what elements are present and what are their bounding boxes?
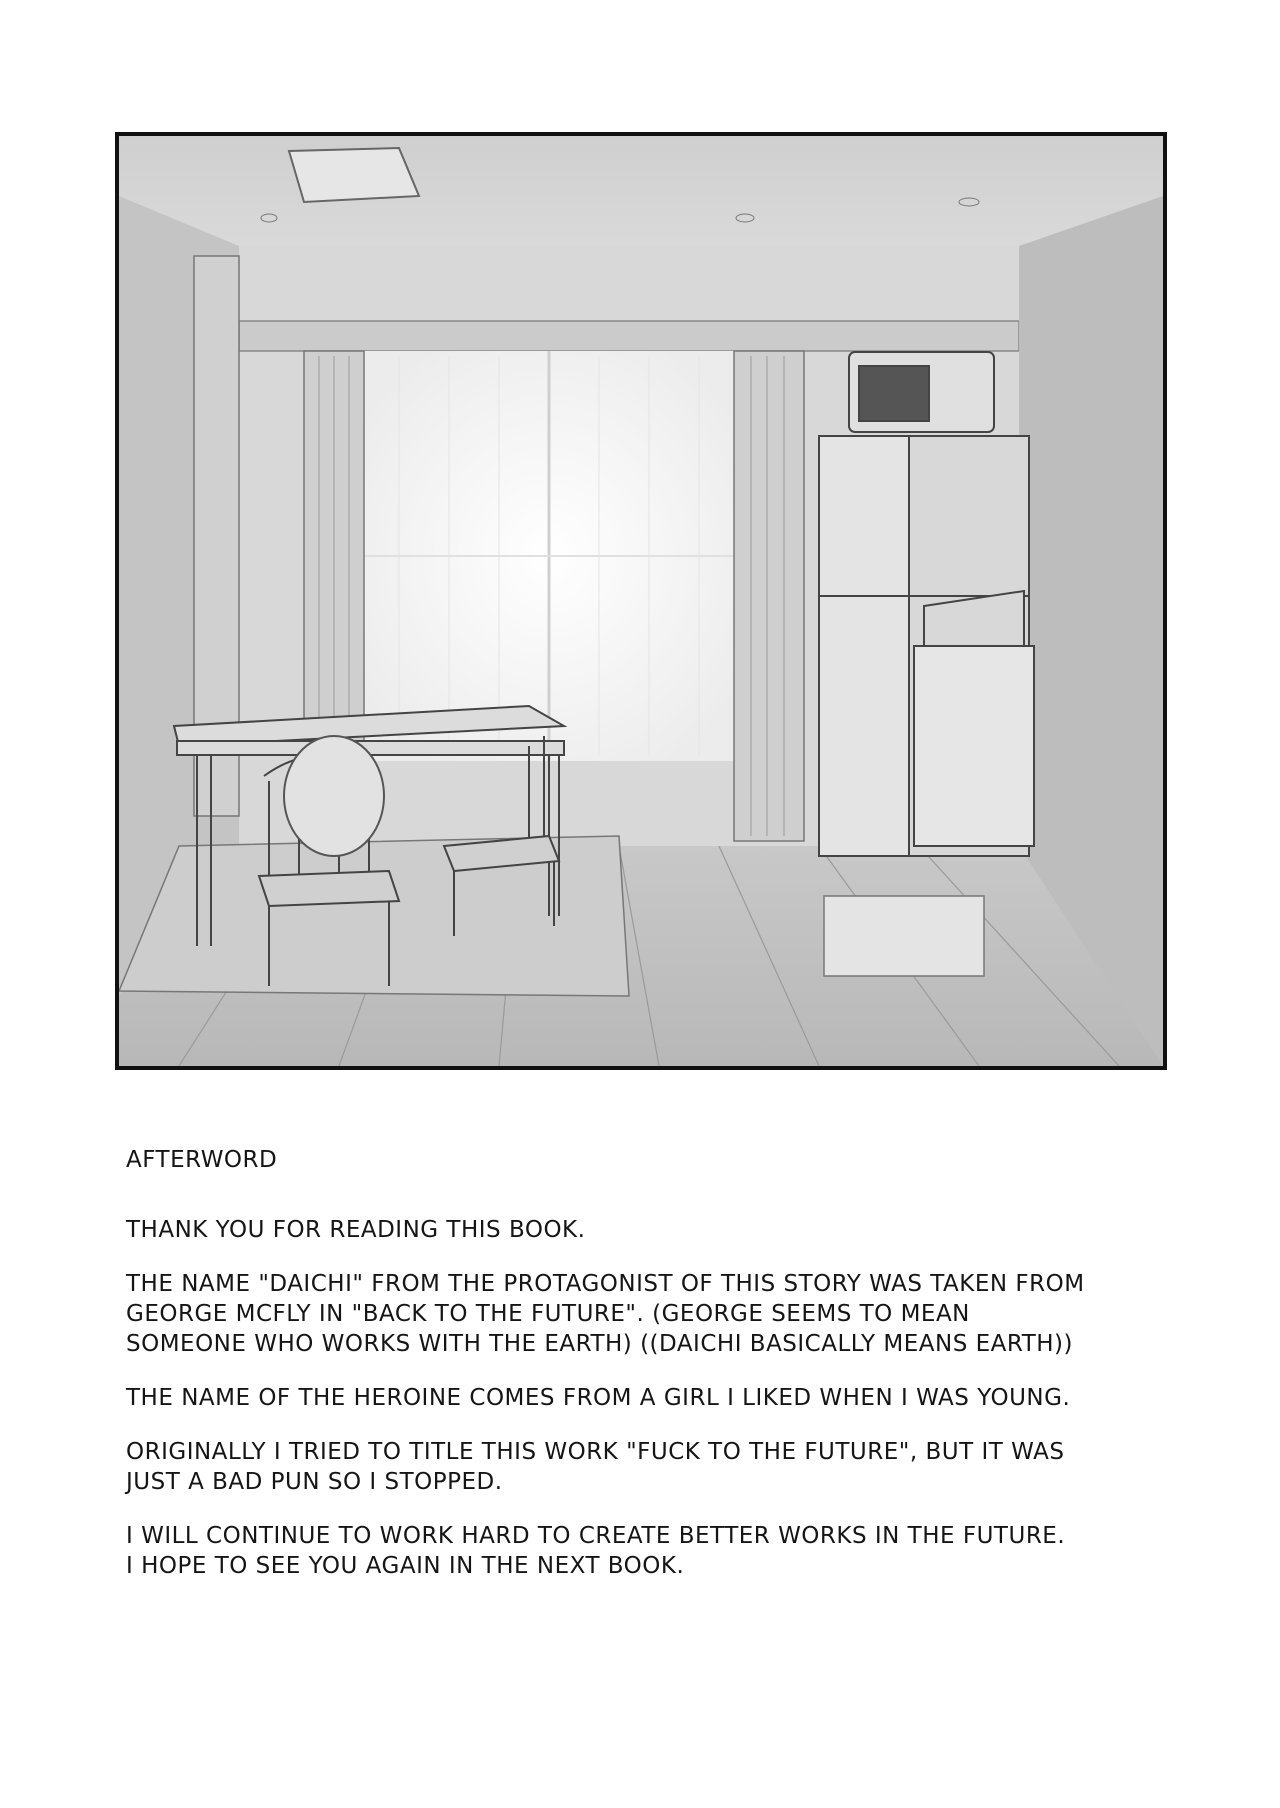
microwave (849, 352, 994, 432)
kitchen-counter (914, 591, 1034, 846)
afterword-paragraph: THE NAME OF THE HEROINE COMES FROM A GIRL I LIKED WHEN I WAS YOUNG. (126, 1385, 1071, 1411)
afterword-paragraph: THE NAME "DAICHI" FROM THE PROTAGONIST OF THIS STORY WAS TAKEN FROM GEORGE MCFLY IN "BACK TO THE FUTURE". (GEORGE SEEMS TO MEAN SOMEONE WHO WORKS WITH THE EARTH) ((DAICHI BASICALLY MEANS EARTH)) (126, 1271, 1085, 1357)
ceiling-beam (239, 321, 1019, 351)
comic-panel-illustration (115, 132, 1167, 1070)
ceiling-vent (289, 148, 419, 202)
afterword-paragraph: ORIGINALLY I TRIED TO TITLE THIS WORK "FUCK TO THE FUTURE", BUT IT WAS JUST A BAD PUN SO I STOPPED. (126, 1439, 1065, 1495)
afterword-text (126, 1145, 1176, 1605)
cushion (284, 736, 384, 856)
room-illustration (119, 136, 1163, 1066)
afterword-heading: AFTERWORD (126, 1147, 278, 1173)
right-curtain (734, 351, 804, 841)
afterword-paragraph: I WILL CONTINUE TO WORK HARD TO CREATE BETTER WORKS IN THE FUTURE. I HOPE TO SEE YOU AGAIN IN THE NEXT BOOK. (126, 1523, 1066, 1579)
afterword-paragraph: THANK YOU FOR READING THIS BOOK. (126, 1217, 586, 1243)
kitchen-mat (824, 896, 984, 976)
